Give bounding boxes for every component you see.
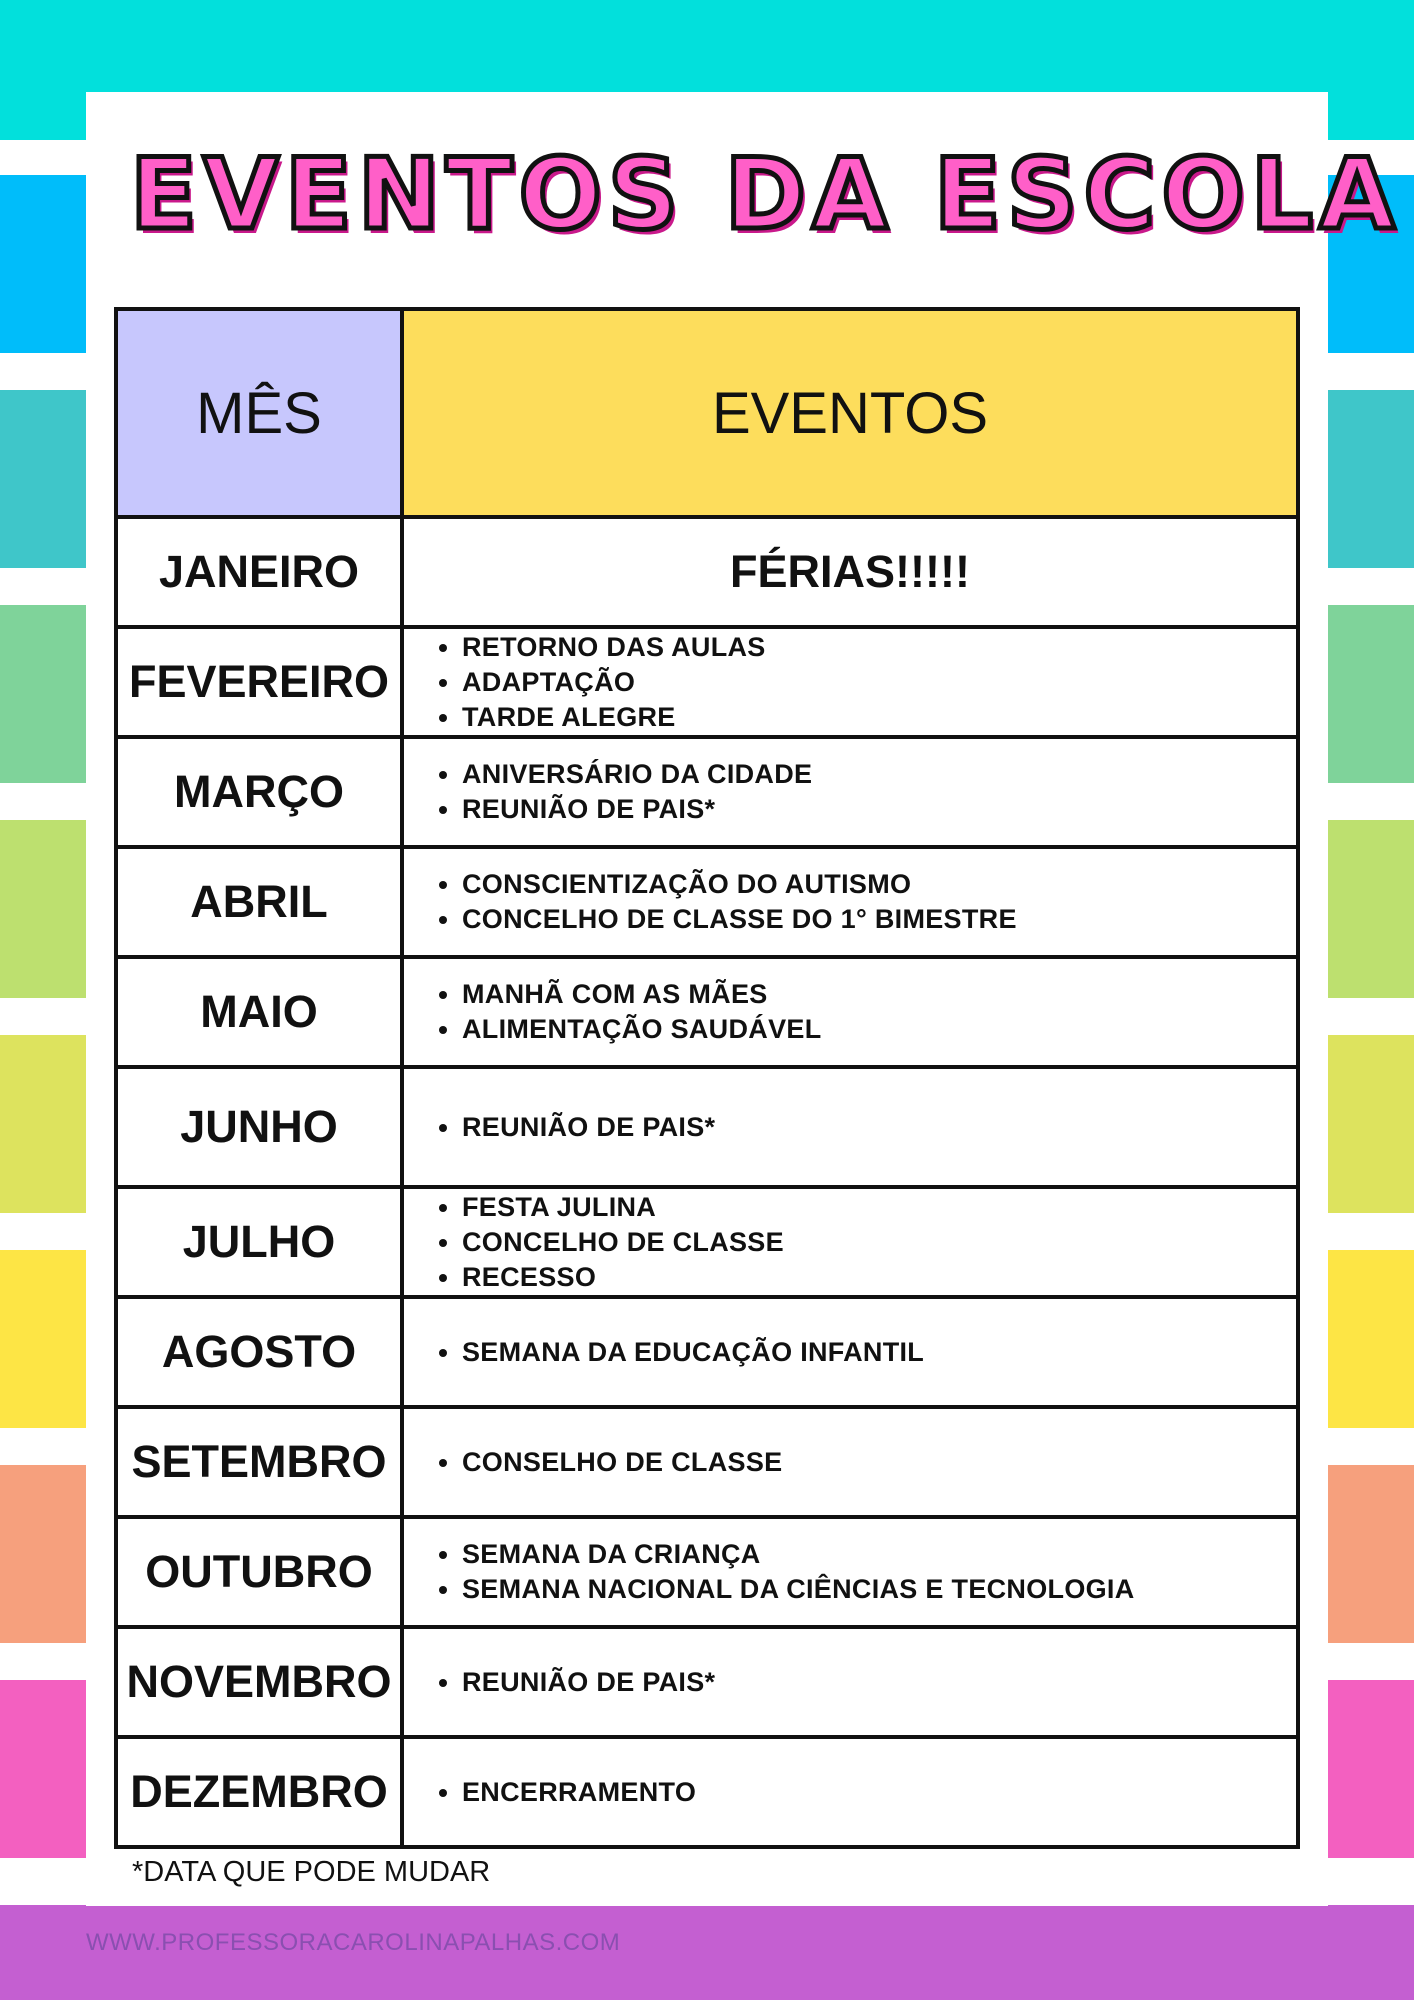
events-table-body (116, 517, 1298, 1847)
event-list (404, 1537, 1296, 1607)
website-link[interactable]: WWW.PROFESSORACAROLINAPALHAS.COM (86, 1929, 621, 1956)
table-row (116, 1297, 1298, 1407)
event-item: • MANHÃ COM AS MÃES (462, 977, 1296, 1012)
events-cell (402, 957, 1298, 1067)
month-cell: SETEMBRO (116, 1407, 402, 1517)
event-item: • TARDE ALEGRE (462, 700, 1296, 735)
month-cell: JANEIRO (116, 517, 402, 627)
table-row (116, 1407, 1298, 1517)
table-row (116, 517, 1298, 627)
table-row (116, 957, 1298, 1067)
event-item: • ALIMENTAÇÃO SAUDÁVEL (462, 1012, 1296, 1047)
event-item: • CONSELHO DE CLASSE (462, 1445, 1296, 1480)
month-cell: FEVEREIRO (116, 627, 402, 737)
events-table (114, 307, 1300, 1849)
event-item: • ENCERRAMENTO (462, 1775, 1296, 1810)
event-list (404, 867, 1296, 937)
header-month: MÊS (116, 309, 402, 517)
table-row (116, 1067, 1298, 1187)
footnote: *DATA QUE PODE MUDAR (132, 1856, 491, 1888)
event-list (404, 1665, 1296, 1700)
table-row (116, 627, 1298, 737)
month-cell: DEZEMBRO (116, 1737, 402, 1847)
event-item: • FESTA JULINA (462, 1190, 1296, 1225)
event-item: • CONSCIENTIZAÇÃO DO AUTISMO (462, 867, 1296, 902)
events-cell (402, 1627, 1298, 1737)
month-cell: AGOSTO (116, 1297, 402, 1407)
event-item: • RETORNO DAS AULAS (462, 630, 1296, 665)
event-item: • SEMANA NACIONAL DA CIÊNCIAS E TECNOLOGIA (462, 1572, 1296, 1607)
event-list (404, 1110, 1296, 1145)
event-list (404, 1445, 1296, 1480)
events-cell: FÉRIAS!!!!! (402, 517, 1298, 627)
event-list (404, 630, 1296, 735)
event-item: • REUNIÃO DE PAIS* (462, 1110, 1296, 1145)
events-cell (402, 1297, 1298, 1407)
month-cell: MARÇO (116, 737, 402, 847)
event-item: • CONCELHO DE CLASSE (462, 1225, 1296, 1260)
events-cell (402, 1517, 1298, 1627)
event-item: • RECESSO (462, 1260, 1296, 1295)
events-cell (402, 1187, 1298, 1297)
table-row (116, 1187, 1298, 1297)
event-item: • CONCELHO DE CLASSE DO 1° BIMESTRE (462, 902, 1296, 937)
poster-title: EVENTOS DA ESCOLA (130, 138, 1401, 252)
table-row (116, 1627, 1298, 1737)
events-cell (402, 847, 1298, 957)
event-item: • REUNIÃO DE PAIS* (462, 1665, 1296, 1700)
events-cell (402, 1407, 1298, 1517)
event-list (404, 977, 1296, 1047)
event-item: • REUNIÃO DE PAIS* (462, 792, 1296, 827)
table-row (116, 737, 1298, 847)
event-list (404, 1335, 1296, 1370)
event-item: • ANIVERSÁRIO DA CIDADE (462, 757, 1296, 792)
month-cell: OUTUBRO (116, 1517, 402, 1627)
month-cell: NOVEMBRO (116, 1627, 402, 1737)
event-list (404, 757, 1296, 827)
event-item: • ADAPTAÇÃO (462, 665, 1296, 700)
month-cell: JUNHO (116, 1067, 402, 1187)
month-cell: JULHO (116, 1187, 402, 1297)
event-list (404, 1775, 1296, 1810)
month-cell: ABRIL (116, 847, 402, 957)
events-cell (402, 1067, 1298, 1187)
events-cell (402, 1737, 1298, 1847)
event-item: • SEMANA DA CRIANÇA (462, 1537, 1296, 1572)
event-item: • SEMANA DA EDUCAÇÃO INFANTIL (462, 1335, 1296, 1370)
table-row (116, 1737, 1298, 1847)
table-header-row (116, 309, 1298, 517)
event-list (404, 1190, 1296, 1295)
header-events: EVENTOS (402, 309, 1298, 517)
events-cell (402, 737, 1298, 847)
table-row (116, 1517, 1298, 1627)
events-cell (402, 627, 1298, 737)
table-row (116, 847, 1298, 957)
month-cell: MAIO (116, 957, 402, 1067)
